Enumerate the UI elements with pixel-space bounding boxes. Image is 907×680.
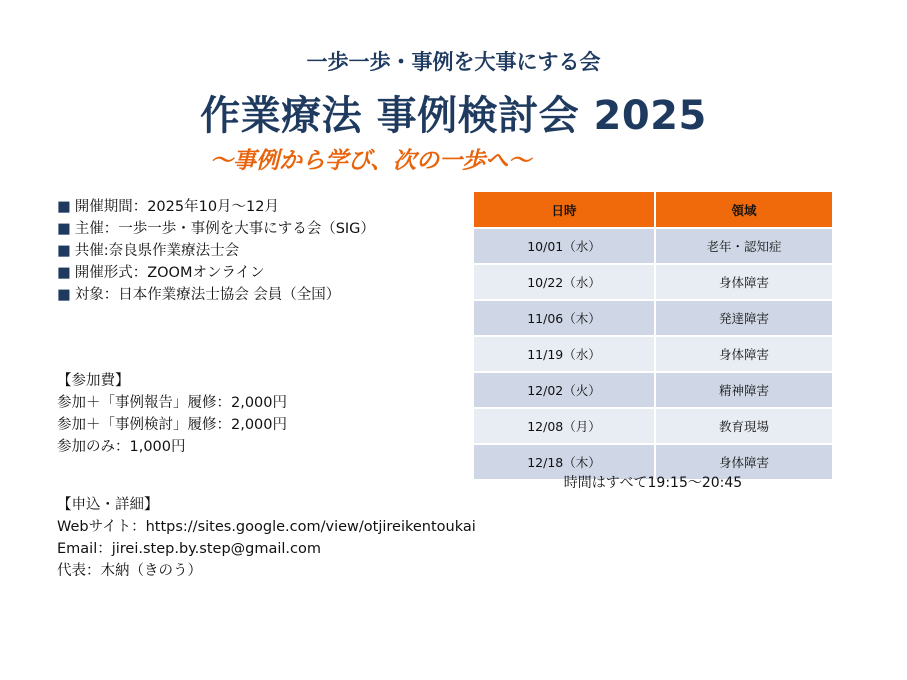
table-row [473,408,833,444]
email-line[interactable]: Email：jirei.step.by.step@gmail.com [57,541,322,557]
domain-cell: 教育現場 [655,408,833,444]
fee-section [57,370,287,458]
date-cell: 11/19（水） [473,336,655,372]
schedule-table [472,190,834,481]
square-bullet-icon: ■ [57,265,71,281]
info-item-cohost [57,240,375,262]
website-line[interactable]: Webサイト：https://sites.google.com/view/otjireikentoukai [57,519,476,535]
organizer-line: 一歩一歩・事例を大事にする会 [306,50,601,74]
date-cell: 11/06（木） [473,300,655,336]
fee-heading: 【参加費】 [57,373,130,389]
apply-section [57,494,476,582]
fee-line: 参加＋「事例検討」履修：2,000円 [57,417,288,433]
apply-heading: 【申込・詳細】 [57,497,159,513]
domain-cell: 身体障害 [655,336,833,372]
domain-cell: 発達障害 [655,300,833,336]
domain-cell: 老年・認知症 [655,228,833,264]
info-item-organizer [57,218,375,240]
date-cell: 10/22（水） [473,264,655,300]
tagline: 〜事例から学び、次の一歩へ〜 [210,148,532,174]
info-text: 開催形式：ZOOMオンライン [74,265,265,281]
date-cell: 12/08（月） [473,408,655,444]
info-item-target [57,284,375,306]
domain-cell: 身体障害 [655,444,833,480]
square-bullet-icon: ■ [57,243,71,259]
info-text: 対象：日本作業療法士協会 会員（全国） [74,287,341,303]
event-info-list [57,196,375,306]
domain-cell: 精神障害 [655,372,833,408]
time-note: 時間はすべて19:15〜20:45 [563,475,743,491]
table-header-row [473,191,833,228]
table-row [473,228,833,264]
date-cell: 12/18（木） [473,444,655,480]
date-cell: 10/01（水） [473,228,655,264]
square-bullet-icon: ■ [57,287,71,303]
column-header-domain: 領域 [655,191,833,228]
info-item-period [57,196,375,218]
domain-cell: 身体障害 [655,264,833,300]
table-row [473,300,833,336]
square-bullet-icon: ■ [57,199,71,215]
table-row [473,336,833,372]
info-item-format [57,262,375,284]
info-text: 主催：一歩一歩・事例を大事にする会（SIG） [74,221,375,237]
fee-line: 参加のみ：1,000円 [57,439,186,455]
column-header-date: 日時 [473,191,655,228]
date-cell: 12/02（火） [473,372,655,408]
table-row [473,372,833,408]
representative-line: 代表：木納（きのう） [57,563,202,579]
info-text: 開催期間：2025年10月〜12月 [74,199,280,215]
fee-line: 参加＋「事例報告」履修：2,000円 [57,395,288,411]
table-row [473,264,833,300]
square-bullet-icon: ■ [57,221,71,237]
info-text: 共催:奈良県作業療法士会 [74,243,240,259]
page-title: 作業療法 事例検討会 2025 [200,93,707,139]
